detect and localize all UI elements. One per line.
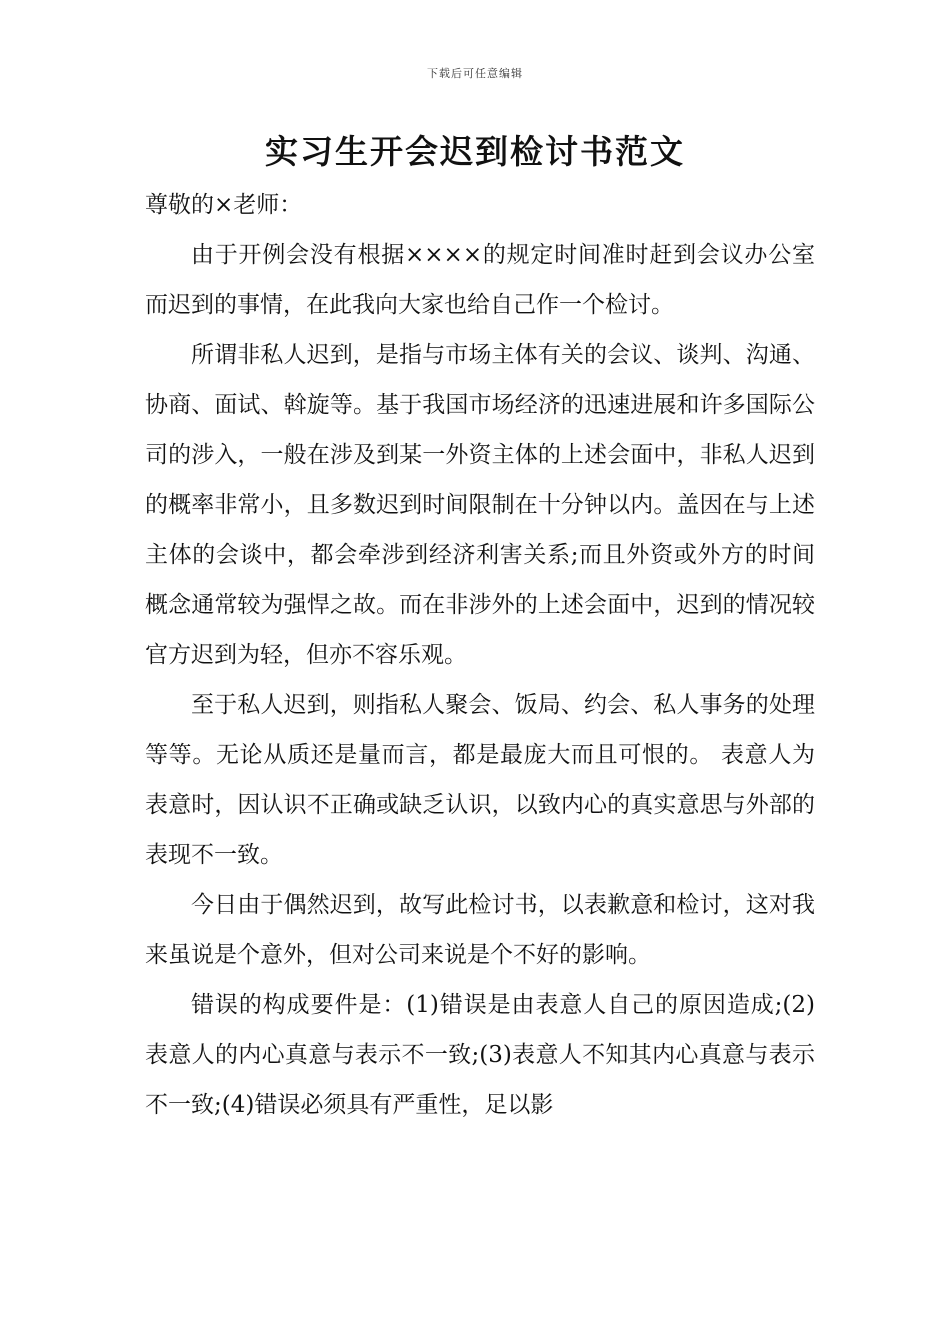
header-note: 下载后可任意编辑 [427, 67, 523, 80]
paragraph-3: 至于私人迟到，则指私人聚会、饭局、约会、私人事务的处理等等。无论从质还是量而言，都是最庞大而且可恨的。 表意人为表意时，因认识不正确或缺乏认识，以致内心的真实意思与外部的表现不一致。 [145, 692, 815, 868]
salutation: 尊敬的×老师： [145, 192, 303, 218]
paragraph-2: 所谓非私人迟到，是指与市场主体有关的会议、谈判、沟通、协商、面试、斡旋等。基于我国市场经济的迅速进展和许多国际公司的涉入，一般在涉及到某一外资主体的上述会面中，非私人迟到的概率非常小，且多数迟到时间限制在十分钟以内。盖因在与上述主体的会谈中，都会牵涉到经济利害关系;而且外资或外方的时间概念通常较为强悍之故。而在非涉外的上述会面中，迟到的情况较官方迟到为轻，但亦不容乐观。 [145, 342, 815, 668]
paragraph-4: 今日由于偶然迟到，故写此检讨书，以表歉意和检讨，这对我来虽说是个意外，但对公司来说是个不好的影响。 [145, 892, 815, 968]
paragraph-1: 由于开例会没有根据××××的规定时间准时赶到会议办公室而迟到的事情，在此我向大家也给自己作一个检讨。 [145, 242, 815, 318]
paragraph-5: 错误的构成要件是：(1)错误是由表意人自己的原因造成;(2)表意人的内心真意与表示不一致;(3)表意人不知其内心真意与表示不一致;(4)错误必须具有严重性，足以影 [145, 992, 815, 1118]
document-body [145, 180, 815, 1130]
document-title: 实习生开会迟到检讨书范文 [265, 132, 685, 171]
